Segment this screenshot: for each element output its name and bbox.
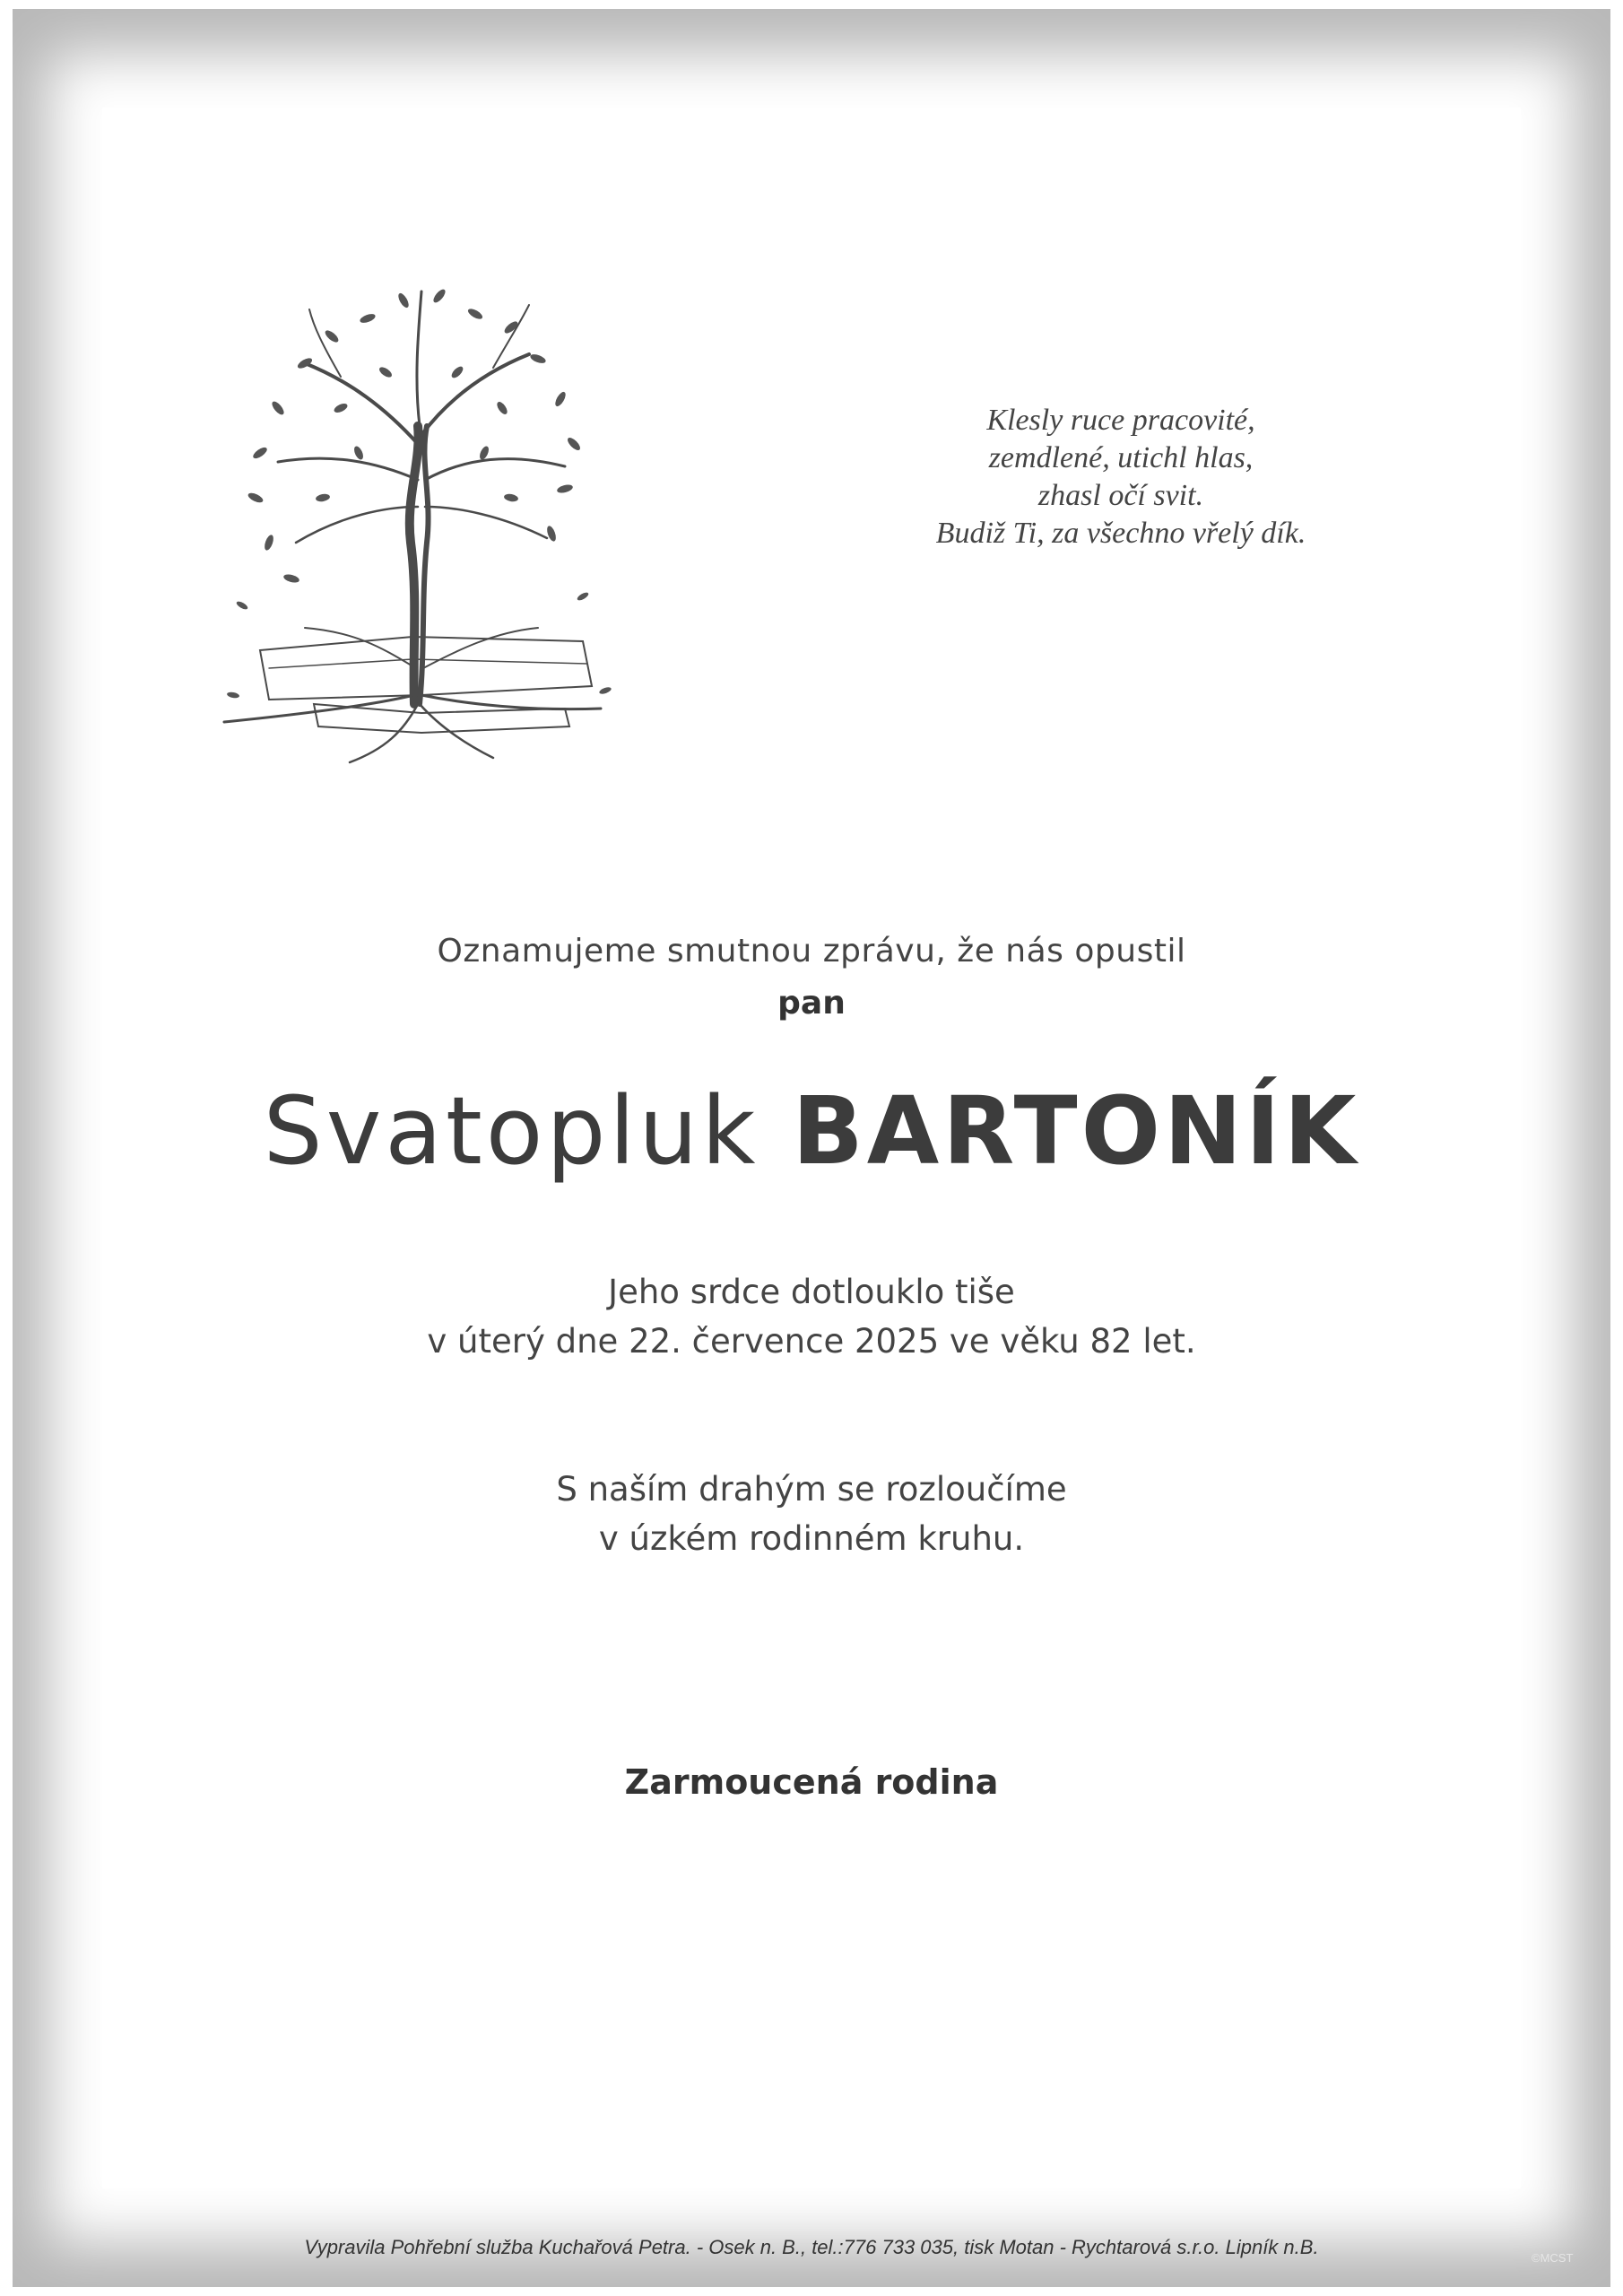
family-signature: Zarmoucená rodina [624, 1762, 999, 1802]
farewell-notice [0, 1465, 1623, 1563]
first-name: Svatopluk [263, 1076, 759, 1186]
death-notice-line: Jeho srdce dotlouklo tiše [608, 1273, 1015, 1311]
farewell-line: v úzkém rodinném kruhu. [598, 1519, 1025, 1558]
funeral-service-footer: Vypravila Pohřební služba Kuchařová Petra. - Osek n. B., tel.:776 733 035, tisk Motan - Rychtarová s.r.o. Lipník n.B. [304, 2236, 1319, 2258]
announcement-text: Oznamujeme smutnou zprávu, že nás opustil [437, 933, 1186, 970]
poem-line: zhasl očí svit. [1037, 479, 1204, 512]
farewell-line: S naším drahým se rozloučíme [556, 1470, 1067, 1509]
death-notice [0, 1267, 1623, 1366]
poem [852, 402, 1390, 552]
last-name: BARTONÍK [792, 1076, 1360, 1186]
tree-on-books-illustration [206, 274, 637, 776]
watermark: ©MCST [1532, 2251, 1574, 2265]
deceased-name [0, 1076, 1623, 1186]
poem-line: Budiž Ti, za všechno vřelý dík. [935, 517, 1306, 550]
death-notice-line: v úterý dne 22. července 2025 ve věku 82 let. [427, 1322, 1196, 1361]
poem-line: Klesly ruce pracovité, [986, 404, 1255, 437]
poem-line: zemdlené, utichl hlas, [988, 441, 1254, 474]
honorific-title: pan [777, 985, 846, 1022]
